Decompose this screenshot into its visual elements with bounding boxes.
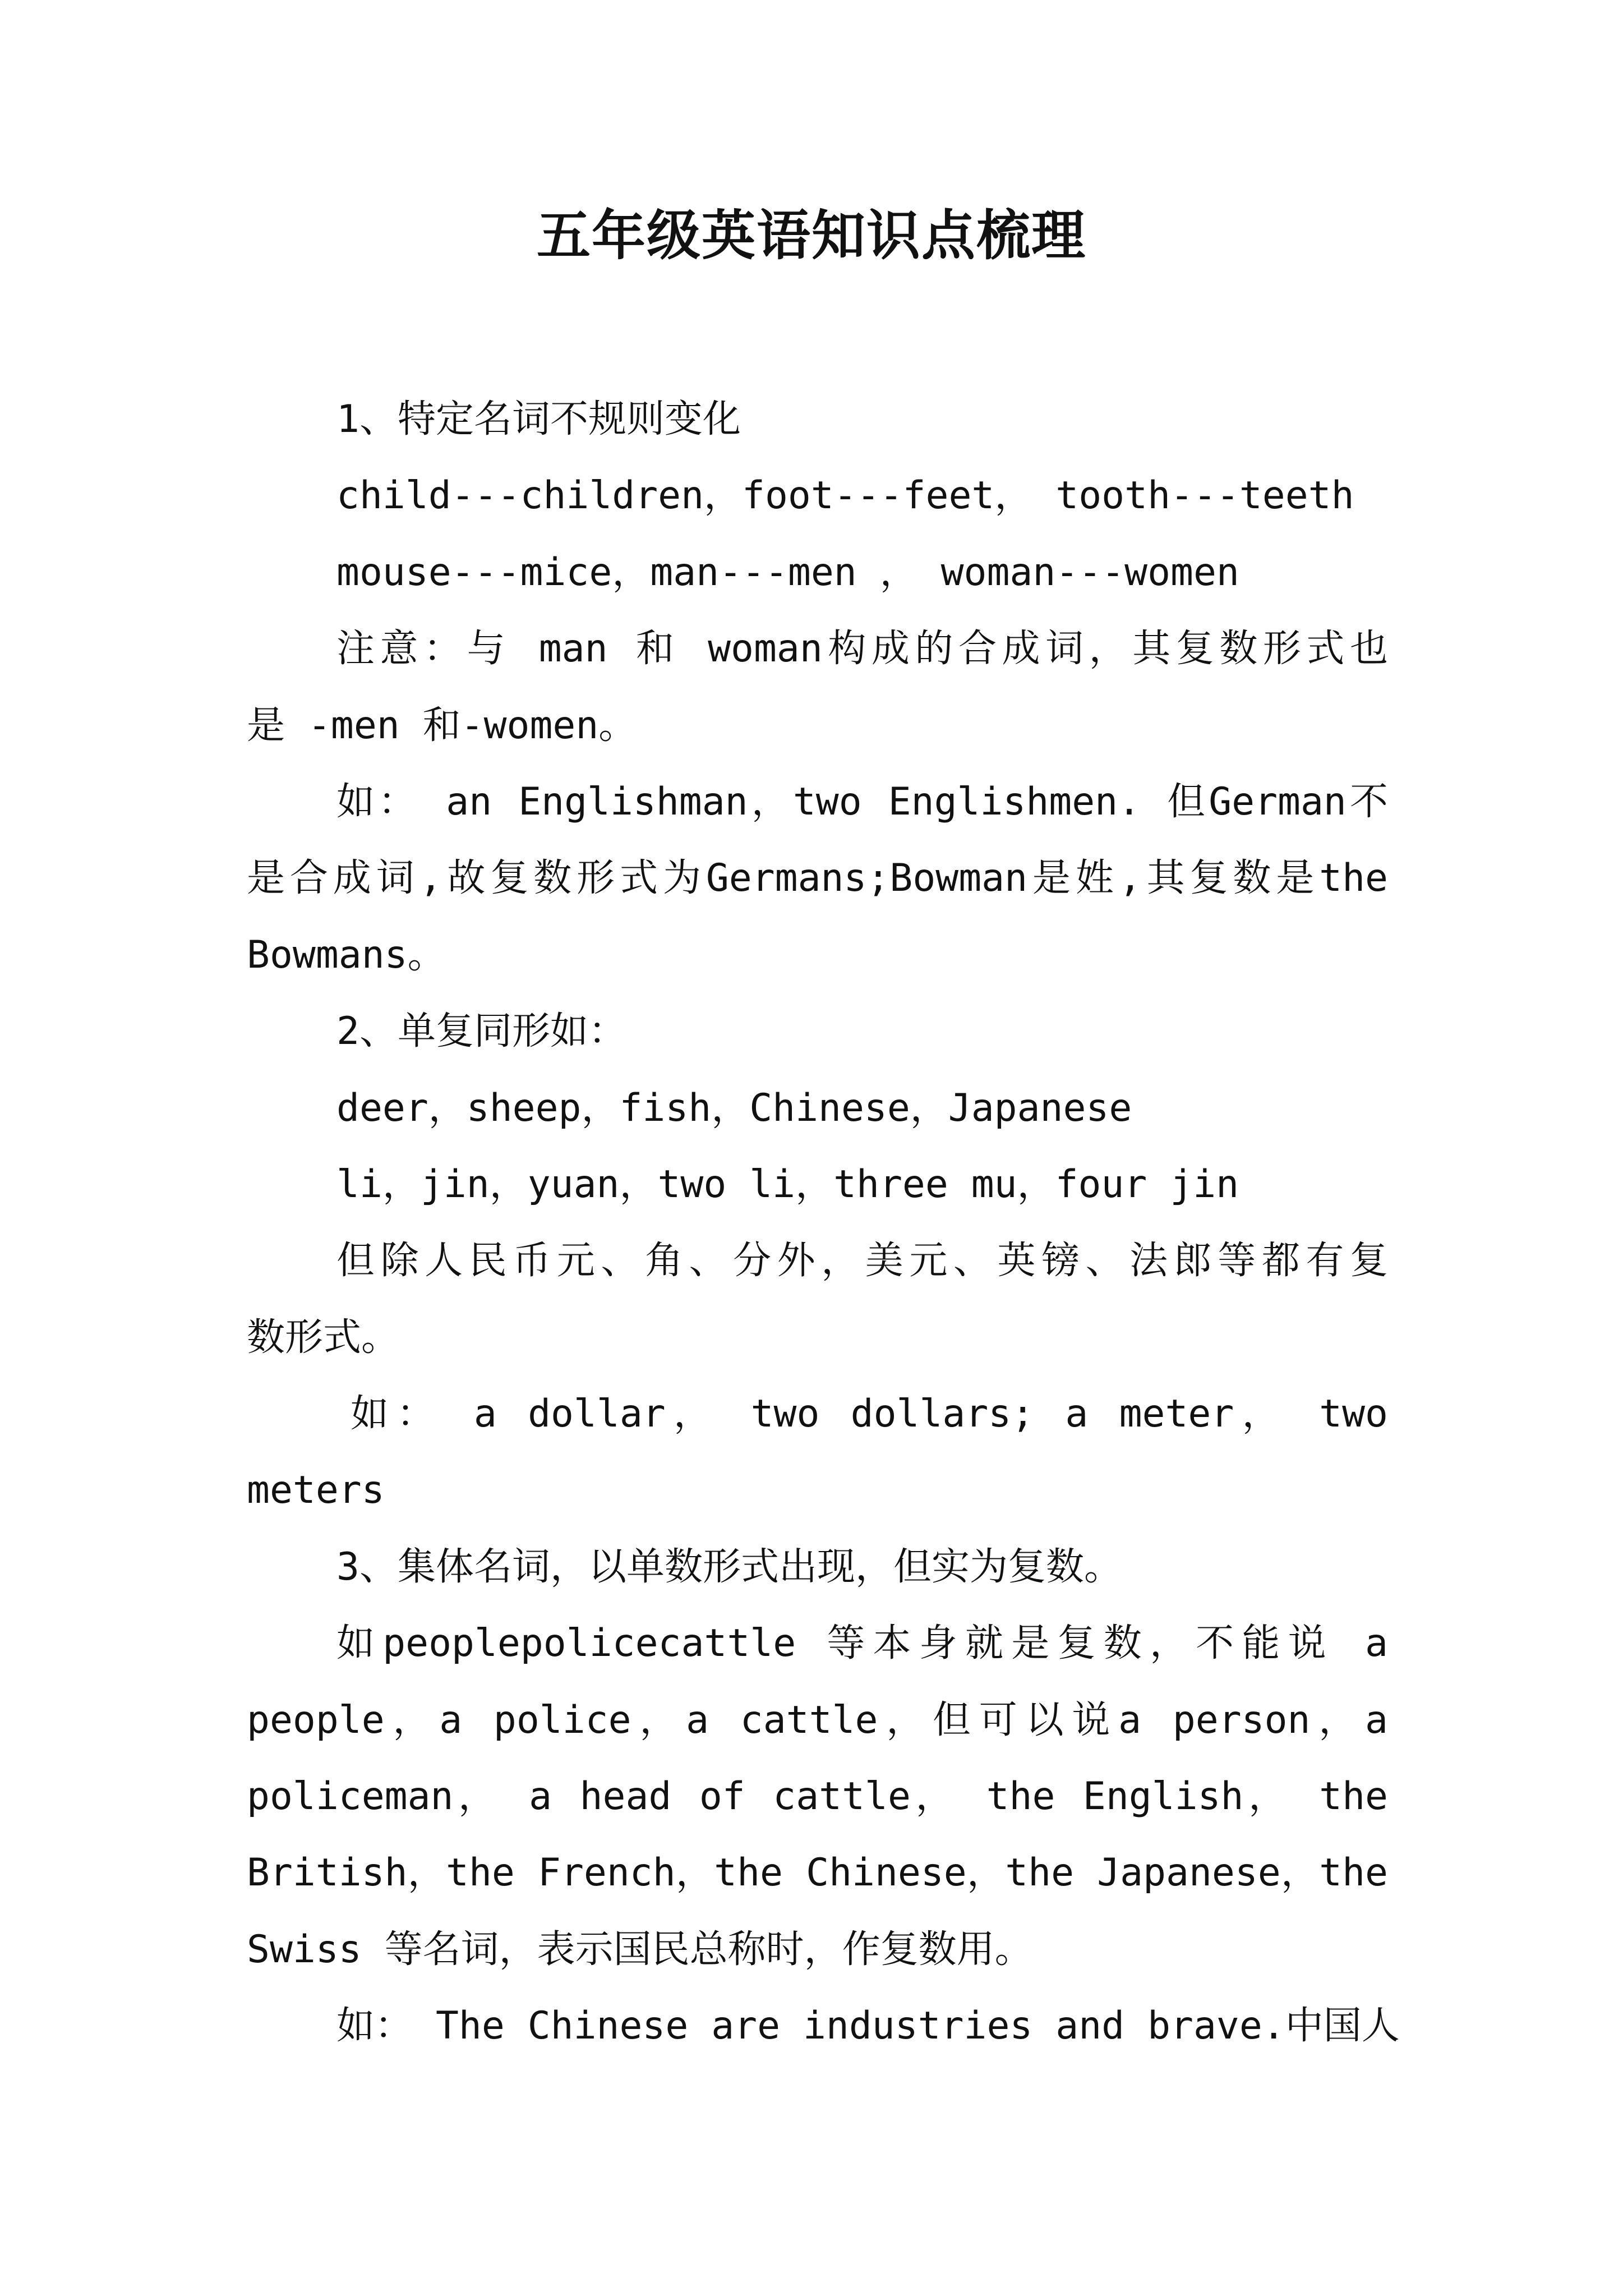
text-line: policeman， a head of cattle， the English， the [247,1774,1388,1819]
text-line: 如： a dollar， two dollars; a meter， two [351,1392,1388,1437]
text-line: 如peoplepolicecattle 等本身就是复数，不能说 a [336,1621,1388,1666]
section-heading-2: 2、单复同形如： [336,1009,626,1054]
text-line: Swiss 等名词，表示国民总称时，作复数用。 [247,1927,1033,1972]
text-line: mouse---mice，man---men ， woman---women [336,550,1239,595]
text-line: 如： The Chinese are industries and brave.中国人 [336,2004,1400,2049]
text-line: deer，sheep，fish，Chinese，Japanese [336,1085,1132,1130]
text-line: meters [247,1468,385,1513]
text-line: 如： an Englishman，two Englishmen. 但German不 [336,779,1388,824]
text-line: child---children，foot---feet， tooth---teeth [336,473,1354,518]
text-line: British，the French，the Chinese，the Japanese，the [247,1851,1388,1895]
text-line: li，jin，yuan，two li，three mu，four jin [336,1162,1239,1207]
text-line: Bowmans。 [247,932,446,977]
section-heading-1: 1、特定名词不规则变化 [336,397,741,441]
document-title: 五年级英语知识点梳理 [537,204,1086,267]
text-line: 是合成词,故复数形式为Germans;Bowman是姓,其复数是the [247,856,1388,901]
text-line: people，a police，a cattle，但可以说a person，a [247,1697,1388,1742]
text-line: 注意：与 man 和 woman构成的合成词，其复数形式也 [336,627,1388,671]
document-body [247,381,1400,2065]
text-line: 是 -men 和-women。 [247,703,637,748]
text-line: 但除人民币元、角、分外，美元、英镑、法郎等都有复 [336,1239,1388,1283]
section-heading-3: 3、集体名词，以单数形式出现，但实为复数。 [336,1544,1122,1589]
text-line: 数形式。 [247,1315,400,1360]
